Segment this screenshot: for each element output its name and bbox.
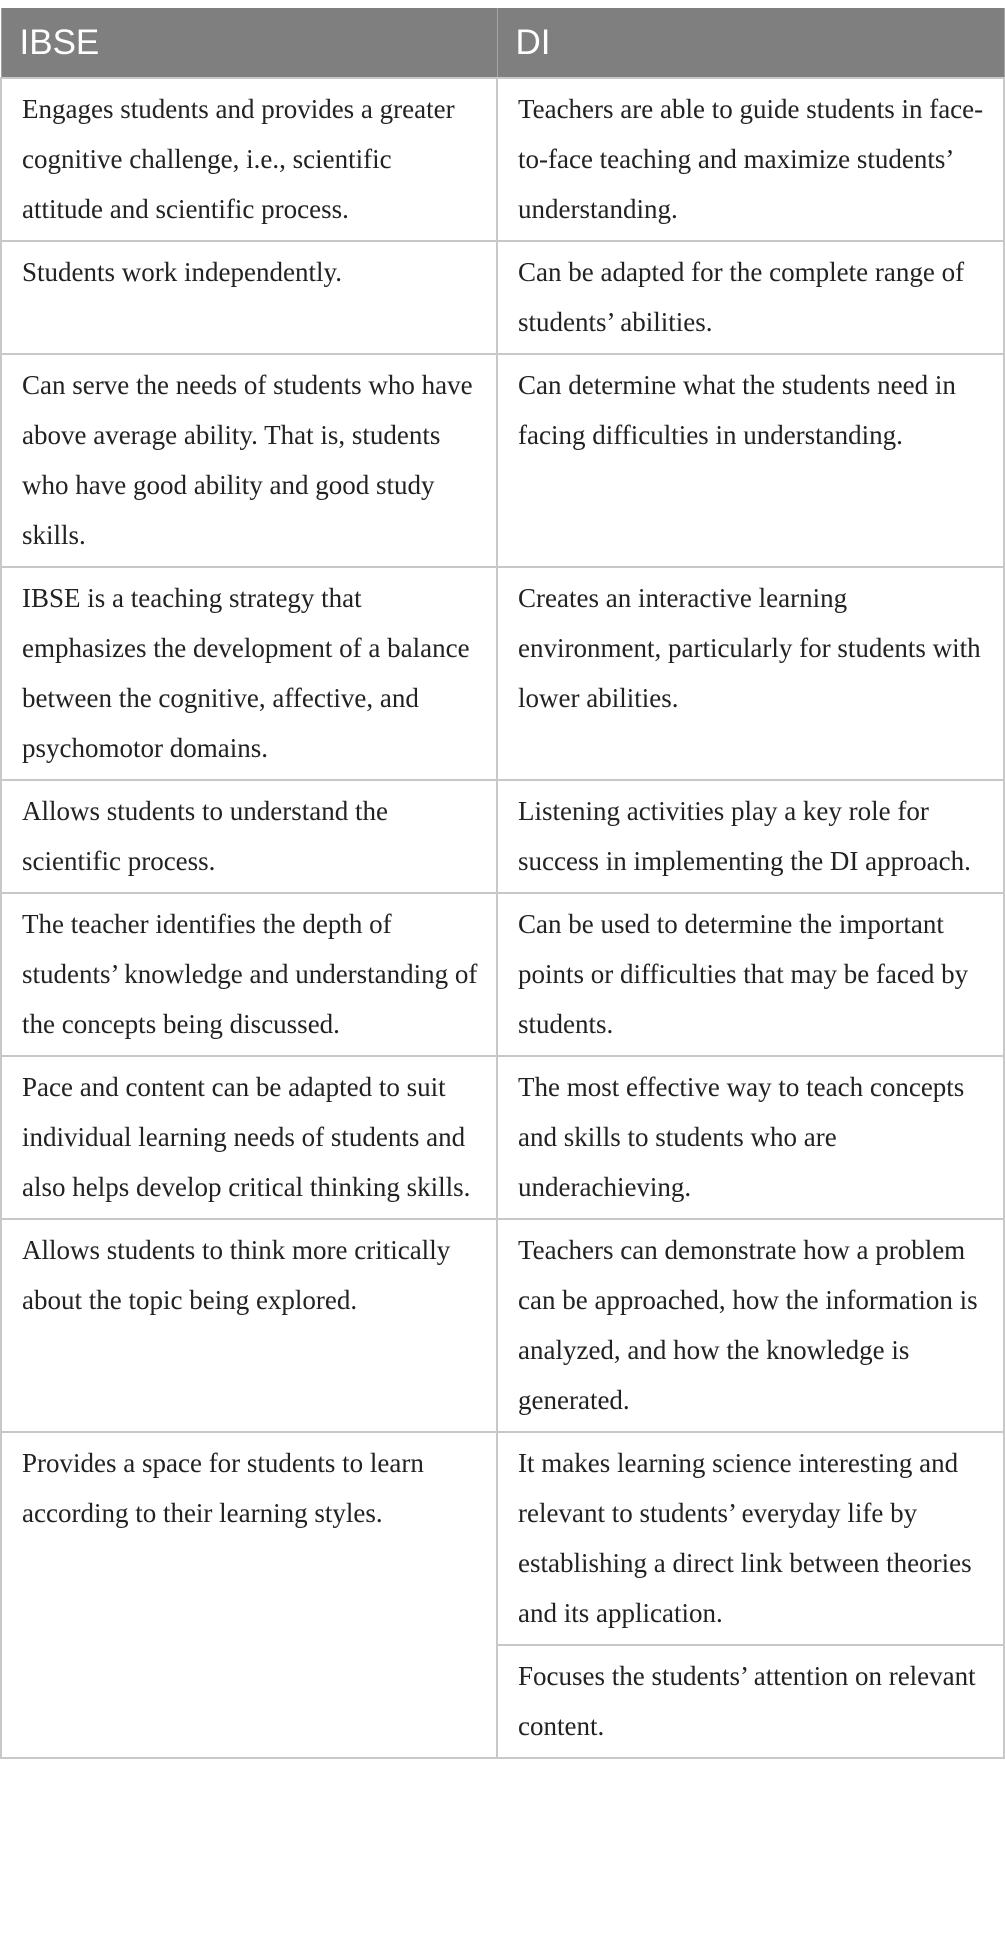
di-cell: Creates an interactive learning environment, particularly for students with lower abilities. bbox=[497, 567, 1004, 780]
header-di: DI bbox=[497, 8, 1004, 78]
table-row bbox=[1, 1219, 1004, 1432]
di-cell: Can be used to determine the important points or difficulties that may be faced by students. bbox=[497, 893, 1004, 1056]
ibse-cell: Students work independently. bbox=[1, 241, 497, 354]
di-cell: The most effective way to teach concepts and skills to students who are underachieving. bbox=[497, 1056, 1004, 1219]
di-cell: Listening activities play a key role for success in implementing the DI approach. bbox=[497, 780, 1004, 893]
di-cell: Focuses the students’ attention on relevant content. bbox=[497, 1645, 1004, 1758]
di-cell: Can be adapted for the complete range of students’ abilities. bbox=[497, 241, 1004, 354]
ibse-cell: Can serve the needs of students who have above average ability. That is, students who have good ability and good study skills. bbox=[1, 354, 497, 567]
ibse-cell: Allows students to think more critically about the topic being explored. bbox=[1, 1219, 497, 1432]
di-cell: It makes learning science interesting and relevant to students’ everyday life by establishing a direct link between theories and its application. bbox=[497, 1432, 1004, 1645]
table-header-row bbox=[1, 8, 1004, 78]
table-row bbox=[1, 354, 1004, 567]
ibse-di-comparison-table bbox=[0, 8, 1005, 1759]
di-cell: Can determine what the students need in facing difficulties in understanding. bbox=[497, 354, 1004, 567]
di-cell: Teachers are able to guide students in face-to-face teaching and maximize students’ understanding. bbox=[497, 78, 1004, 241]
ibse-cell: IBSE is a teaching strategy that emphasizes the development of a balance between the cognitive, affective, and psychomotor domains. bbox=[1, 567, 497, 780]
comparison-table-container bbox=[0, 8, 1003, 1759]
table-row bbox=[1, 78, 1004, 241]
table-row bbox=[1, 241, 1004, 354]
header-ibse: IBSE bbox=[1, 8, 497, 78]
table-row bbox=[1, 1056, 1004, 1219]
ibse-cell: Engages students and provides a greater cognitive challenge, i.e., scientific attitude and scientific process. bbox=[1, 78, 497, 241]
ibse-cell: Pace and content can be adapted to suit individual learning needs of students and also helps develop critical thinking skills. bbox=[1, 1056, 497, 1219]
table-row bbox=[1, 893, 1004, 1056]
ibse-cell: Allows students to understand the scientific process. bbox=[1, 780, 497, 893]
table-row bbox=[1, 780, 1004, 893]
table-row bbox=[1, 1432, 1004, 1645]
di-cell: Teachers can demonstrate how a problem can be approached, how the information is analyzed, and how the knowledge is generated. bbox=[497, 1219, 1004, 1432]
ibse-cell: Provides a space for students to learn according to their learning styles. bbox=[1, 1432, 497, 1758]
ibse-cell: The teacher identifies the depth of students’ knowledge and understanding of the concepts being discussed. bbox=[1, 893, 497, 1056]
table-row bbox=[1, 567, 1004, 780]
